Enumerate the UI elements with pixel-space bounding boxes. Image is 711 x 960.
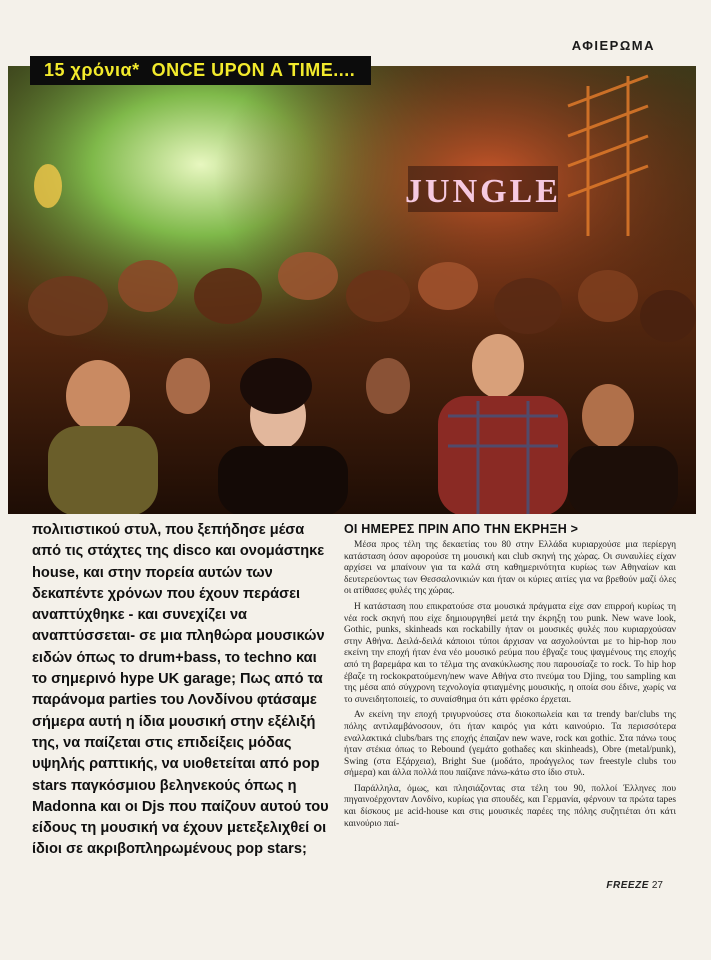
club-crowd-photo (8, 66, 696, 514)
magazine-logo: FREEZE (606, 880, 649, 891)
page-footer (606, 880, 663, 891)
title-years: 15 χρόνια* (44, 60, 140, 80)
article-column (344, 522, 676, 834)
body-paragraph: Η κατάσταση που επικρατούσε στα μουσικά πράγματα είχε σαν επιρροή κυρίως τη νέα rock σκηνή που είχε δημιουργηθεί μετά την έκρηξη του punk. New wave look, Gothic, punks, skinheads και rockabilly ήταν οι μουσικές φυλές που κυριαρχούσαν στην Αθήνα. Δειλά-δειλά κάποιοι τύποι άρχισαν να ασχολούνται με το hip-hop που εκείνη την εποχή ήταν ένα νέο μουσικό ρεύμα που έβγαζε τους ψαγμένους της εποχής από τη βαρεμάρα και το τέλμα της ανακύκλωσης που παρουσίαζε το rock. Το hip hop έβαζε τη rockοκρατούμενη/new wave Αθήνα στο πνεύμα του Djing, του sampling και της μέσα από σύγχρονη τεχνολογία φτιαγμένης μουσικής, η οποία σου έδινε, χωρίς να το συνειδητοποιείς, το συναίσθημα ότι κάτι φρέσκο έρχεται. (344, 601, 676, 705)
page-number: 27 (651, 880, 663, 891)
body-paragraph: Μέσα προς τέλη της δεκαετίας του 80 στην Ελλάδα κυριαρχούσε μια περίεργη κατάσταση όσον αφορούσε τη μουσική και club σκηνή της χώρας. Οι συναυλίες είχαν αρχίσει να μπαίνουν για τα καλά στη καθημερινότητα κυρίως των Αθηναίων και δευτερεύοντως των Θεσσαλονικιών και ήταν οι κύριες αιτίες για να βρεθούν μαζί όλες οι ατίθασες φυλές της χώρας. (344, 540, 676, 597)
article-title (30, 56, 371, 85)
lead-paragraph: πολιτιστικού στυλ, που ξεπήδησε μέσα από τις στάχτες της disco και ονομάστηκε house, και στην πορεία αυτών των δεκαπέντε χρόνων που έχουν περάσει αναπτύχθηκε - και συνεχίζει να αναπτύσσεται- σε μια πληθώρα μουσικών ειδών όπως το drum+bass, το techno και το σημερινό hype UK garage; Πως από τα παράνομα parties του Λονδίνου φτάσαμε σήμερα αυτή η ίδια μουσική στην εξέλιξή της, να παίζεται στις επιδείξεις μόδας υψηλής ραπτικής, να υιοθετείται από pop stars παγκόσμιου βεληνεκούς όπως η Madonna και οι Djs που παίζουν αυτού του είδους τη μουσική να έχουν μετεξελιχθεί οι ίδιοι σε ακριβοπληρωμένους pop stars; (32, 522, 329, 858)
section-heading: ΟΙ ΗΜΕΡΕΣ ΠΡΙΝ ΑΠΟ ΤΗΝ ΕΚΡΗΞΗ > (344, 522, 579, 536)
body-paragraph: Παράλληλα, όμως, και πλησιάζοντας στα τέλη του 90, πολλοί Έλληνες που πηγαινοέρχονταν Λονδίνο, κυρίως για σπουδές, και Γερμανία, φέρνουν τα πρώτα tapes και δίσκους με acid-house και στις μουσικές παρέες της πόλης συζητιέται ότι κάτι καινούριο παί- (344, 783, 676, 829)
body-paragraph: Αν εκείνη την εποχή τριγυρνούσες στα διοκοπωλεία και τα trendy bar/clubs της πόλης αντιλαμβάνοσουν, ότι ήταν καιρός για κάτι καινούριο. Τα περισσότερα εναλλακτικά clubs/bars της εποχής έπαιζαν new wave, rock και gothic. Στα πάνω τους ήταν στέκια όπως το Rebound (γεμάτο gothaδες και skinheads), Obre (metal/punk), Swing (στα Εξάρχεια), Bright Sue (μοδάτο, προάγγελος των freestyle clubs του σήμερα) και άλλα πολλά που παίζανε πάνω-κάτω στο ίδιο στυλ. (344, 710, 676, 779)
section-label: ΑΦΙΕΡΩΜΑ (571, 38, 655, 53)
title-main: ONCE UPON A TIME.... (151, 60, 356, 80)
jungle-sign-text: JUNGLE (405, 173, 561, 210)
